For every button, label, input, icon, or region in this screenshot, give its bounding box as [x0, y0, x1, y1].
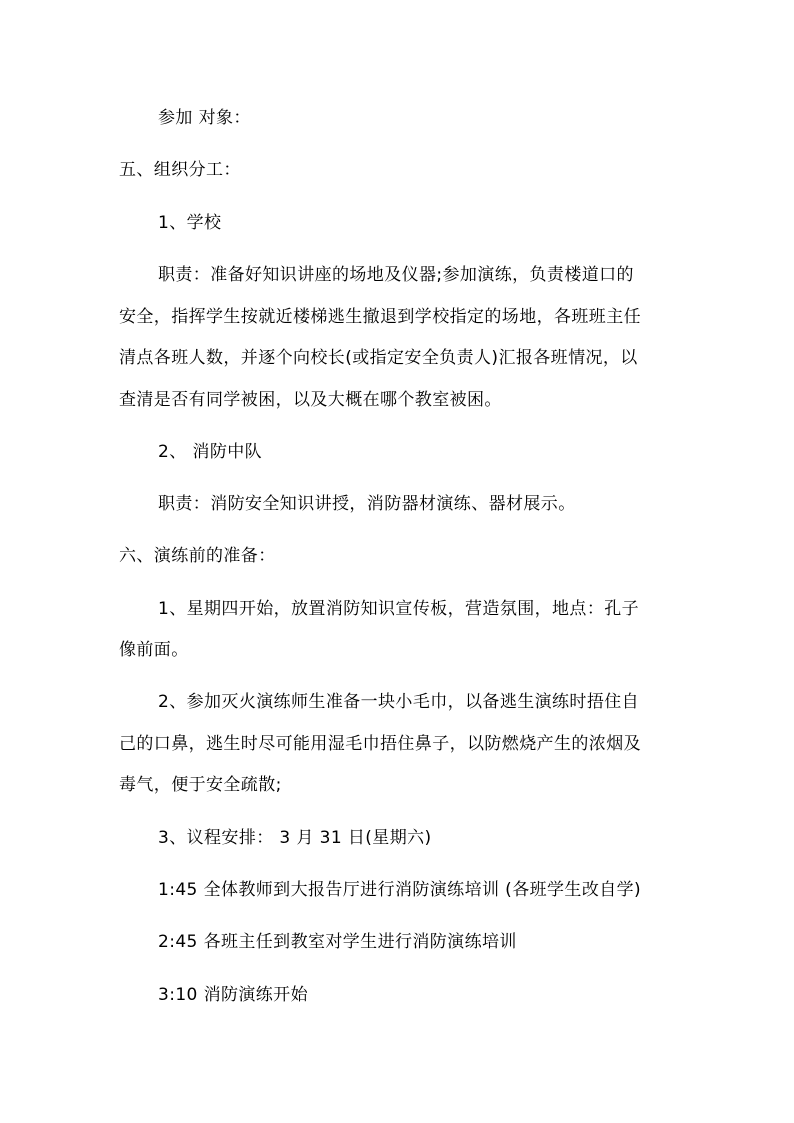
prep-item-2-line-3: 毒气，便于安全疏散;	[119, 775, 282, 795]
school-duty-line-2: 安全，指挥学生按就近楼梯逃生撤退到学校指定的场地，各班班主任	[119, 307, 641, 327]
participants-line: 参加 对象：	[158, 108, 251, 128]
agenda-item-2: 2:45 各班主任到教室对学生进行消防演练培训	[158, 932, 517, 952]
item-fire-brigade: 2、 消防中队	[158, 442, 263, 462]
prep-item-2-line-2: 己的口鼻，逃生时尽可能用湿毛巾捂住鼻子，以防燃烧产生的浓烟及	[119, 734, 641, 754]
prep-item-2-line-1: 2、参加灭火演练师生准备一块小毛巾，以备逃生演练时捂住自	[158, 692, 640, 712]
item-school: 1、学校	[158, 213, 222, 233]
agenda-item-3: 3:10 消防演练开始	[158, 985, 308, 1005]
section-six-heading: 六、演练前的准备：	[119, 546, 276, 566]
section-five-heading: 五、组织分工：	[119, 160, 241, 180]
prep-item-1-line-1: 1、星期四开始，放置消防知识宣传板，营造氛围，地点：孔子	[158, 599, 640, 619]
school-duty-line-1: 职责：准备好知识讲座的场地及仪器;参加演练，负责楼道口的	[158, 265, 634, 285]
prep-item-1-line-2: 像前面。	[119, 640, 189, 660]
school-duty-line-4: 查清是否有同学被困，以及大概在哪个教室被困。	[119, 390, 502, 410]
fire-brigade-duty: 职责：消防安全知识讲授，消防器材演练、器材展示。	[158, 494, 576, 514]
school-duty-line-3: 清点各班人数，并逐个向校长(或指定安全负责人)汇报各班情况，以	[119, 348, 638, 368]
agenda-item-1: 1:45 全体教师到大报告厅进行消防演练培训 (各班学生改自学)	[158, 880, 642, 900]
agenda-heading: 3、议程安排： 3 月 31 日(星期六)	[158, 828, 432, 848]
